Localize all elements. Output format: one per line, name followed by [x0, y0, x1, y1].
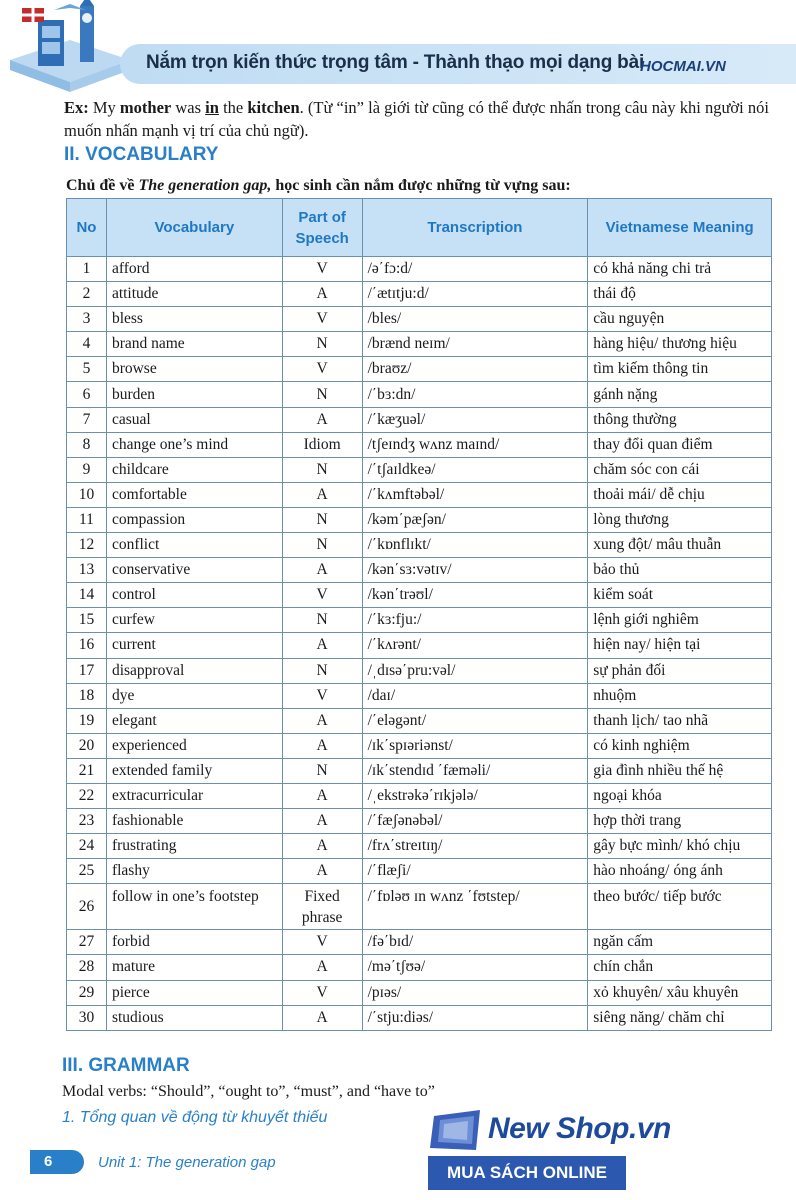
- row-number: 18: [67, 683, 107, 708]
- table-row: [67, 282, 772, 307]
- example-note: . (Từ “in” là giới từ cũng có thể được nhấn trong câu này khi người nói muốn nhấn mạnh vị trí của chủ ngữ).: [64, 98, 769, 140]
- row-part-of-speech: A: [282, 482, 362, 507]
- row-vocabulary: browse: [106, 357, 282, 382]
- row-transcription: /brænd neɪm/: [362, 332, 588, 357]
- row-part-of-speech: V: [282, 980, 362, 1005]
- row-part-of-speech: A: [282, 708, 362, 733]
- row-meaning: theo bước/ tiếp bước: [588, 884, 772, 930]
- row-meaning: bảo thủ: [588, 558, 772, 583]
- row-transcription: /daɪ/: [362, 683, 588, 708]
- row-meaning: gây bực mình/ khó chịu: [588, 834, 772, 859]
- row-part-of-speech: N: [282, 382, 362, 407]
- table-row: [67, 357, 772, 382]
- table-row: [67, 955, 772, 980]
- row-part-of-speech: V: [282, 683, 362, 708]
- row-transcription: /ɪk΄spɪəriənst/: [362, 733, 588, 758]
- row-meaning: hợp thời trang: [588, 809, 772, 834]
- row-part-of-speech: Idiom: [282, 432, 362, 457]
- row-number: 24: [67, 834, 107, 859]
- row-vocabulary: childcare: [106, 457, 282, 482]
- table-row: [67, 859, 772, 884]
- row-vocabulary: conservative: [106, 558, 282, 583]
- row-meaning: sự phản đối: [588, 658, 772, 683]
- table-row: [67, 332, 772, 357]
- row-vocabulary: disapproval: [106, 658, 282, 683]
- row-part-of-speech: V: [282, 307, 362, 332]
- row-transcription: /΄fæʃənəbəl/: [362, 809, 588, 834]
- row-transcription: /΄stju:diəs/: [362, 1005, 588, 1030]
- row-part-of-speech: A: [282, 558, 362, 583]
- header-transcription: Transcription: [362, 199, 588, 257]
- row-number: 22: [67, 783, 107, 808]
- row-number: 13: [67, 558, 107, 583]
- table-row: [67, 382, 772, 407]
- row-number: 26: [67, 884, 107, 930]
- row-vocabulary: control: [106, 583, 282, 608]
- row-meaning: có khả năng chi trả: [588, 257, 772, 282]
- row-part-of-speech: A: [282, 859, 362, 884]
- row-number: 28: [67, 955, 107, 980]
- row-meaning: nhuộm: [588, 683, 772, 708]
- row-part-of-speech: N: [282, 658, 362, 683]
- table-row: [67, 457, 772, 482]
- row-vocabulary: fashionable: [106, 809, 282, 834]
- row-transcription: /΄kʌmftəbəl/: [362, 482, 588, 507]
- row-meaning: xỏ khuyên/ xâu khuyên: [588, 980, 772, 1005]
- row-vocabulary: brand name: [106, 332, 282, 357]
- row-transcription: /ˌekstrəkə΄rɪkjələ/: [362, 783, 588, 808]
- row-transcription: /bles/: [362, 307, 588, 332]
- row-vocabulary: afford: [106, 257, 282, 282]
- row-number: 1: [67, 257, 107, 282]
- table-row: [67, 307, 772, 332]
- table-row: [67, 608, 772, 633]
- header-part-of-speech: [282, 199, 362, 257]
- row-meaning: chăm sóc con cái: [588, 457, 772, 482]
- table-row: [67, 533, 772, 558]
- row-number: 8: [67, 432, 107, 457]
- row-meaning: kiểm soát: [588, 583, 772, 608]
- row-part-of-speech: A: [282, 633, 362, 658]
- table-row: [67, 930, 772, 955]
- row-transcription: /΄kʌrənt/: [362, 633, 588, 658]
- table-row: [67, 658, 772, 683]
- row-part-of-speech: N: [282, 332, 362, 357]
- example-word-stressed: in: [205, 98, 219, 117]
- row-transcription: /΄eləgənt/: [362, 708, 588, 733]
- row-part-of-speech: N: [282, 533, 362, 558]
- table-row: [67, 809, 772, 834]
- grammar-section-title: III. GRAMMAR: [62, 1055, 190, 1076]
- row-number: 6: [67, 382, 107, 407]
- row-transcription: /tʃeɪndʒ wʌnz maɪnd/: [362, 432, 588, 457]
- row-meaning: hào nhoáng/ óng ánh: [588, 859, 772, 884]
- table-row: [67, 432, 772, 457]
- row-part-of-speech: V: [282, 357, 362, 382]
- header-no: No: [67, 199, 107, 257]
- row-number: 9: [67, 457, 107, 482]
- row-vocabulary: curfew: [106, 608, 282, 633]
- row-part-of-speech: A: [282, 282, 362, 307]
- intro-suffix: học sinh cần nắm được những từ vựng sau:: [271, 177, 571, 194]
- row-vocabulary: mature: [106, 955, 282, 980]
- row-vocabulary: follow in one’s footstep: [106, 884, 282, 930]
- row-meaning: cầu nguyện: [588, 307, 772, 332]
- row-meaning: ngoại khóa: [588, 783, 772, 808]
- row-meaning: lệnh giới nghiêm: [588, 608, 772, 633]
- row-vocabulary: elegant: [106, 708, 282, 733]
- shop-tagline: MUA SÁCH ONLINE: [447, 1163, 607, 1182]
- row-number: 17: [67, 658, 107, 683]
- row-part-of-speech: N: [282, 507, 362, 532]
- row-transcription: /fə΄bɪd/: [362, 930, 588, 955]
- row-meaning: thanh lịch/ tao nhã: [588, 708, 772, 733]
- row-number: 3: [67, 307, 107, 332]
- row-number: 7: [67, 407, 107, 432]
- row-vocabulary: studious: [106, 1005, 282, 1030]
- table-row: [67, 507, 772, 532]
- row-transcription: /braʊz/: [362, 357, 588, 382]
- row-number: 16: [67, 633, 107, 658]
- row-transcription: /΄tʃaɪldkeə/: [362, 457, 588, 482]
- row-transcription: /΄flæʃi/: [362, 859, 588, 884]
- table-row: [67, 633, 772, 658]
- row-part-of-speech: V: [282, 257, 362, 282]
- example-word-stressed: mother: [119, 98, 172, 117]
- row-meaning: xung đột/ mâu thuẫn: [588, 533, 772, 558]
- header-pos-line1: Part of: [298, 208, 346, 226]
- row-transcription: /΄ætɪtju:d/: [362, 282, 588, 307]
- row-transcription: /΄kæʒuəl/: [362, 407, 588, 432]
- row-vocabulary: experienced: [106, 733, 282, 758]
- row-number: 19: [67, 708, 107, 733]
- example-word: the: [223, 98, 244, 117]
- row-part-of-speech: A: [282, 809, 362, 834]
- page-number-tab: [30, 1150, 84, 1174]
- vocabulary-intro: [66, 177, 571, 195]
- row-part-of-speech: N: [282, 758, 362, 783]
- row-vocabulary: frustrating: [106, 834, 282, 859]
- newshop-logo-icon: [430, 1108, 484, 1152]
- header-title: Nắm trọn kiến thức trọng tâm - Thành thạo mọi dạng bài: [146, 52, 645, 73]
- row-vocabulary: dye: [106, 683, 282, 708]
- row-vocabulary: burden: [106, 382, 282, 407]
- row-number: 12: [67, 533, 107, 558]
- page-number: 6: [44, 1153, 53, 1170]
- row-part-of-speech: A: [282, 834, 362, 859]
- row-part-of-speech: A: [282, 955, 362, 980]
- row-vocabulary: extended family: [106, 758, 282, 783]
- row-part-of-speech: Fixed phrase: [282, 884, 362, 930]
- row-part-of-speech: V: [282, 930, 362, 955]
- row-meaning: hiện nay/ hiện tại: [588, 633, 772, 658]
- row-meaning: lòng thương: [588, 507, 772, 532]
- vocabulary-section-title: II. VOCABULARY: [64, 144, 219, 165]
- table-row: [67, 257, 772, 282]
- header-brand: HOCMAI.VN: [640, 58, 726, 75]
- example-paragraph: [64, 96, 784, 142]
- row-transcription: /ˌdɪsə΄pru:vəl/: [362, 658, 588, 683]
- row-transcription: /΄kɜ:fju:/: [362, 608, 588, 633]
- row-part-of-speech: N: [282, 608, 362, 633]
- row-transcription: /frʌ΄streɪtɪŋ/: [362, 834, 588, 859]
- row-number: 4: [67, 332, 107, 357]
- table-row: [67, 884, 772, 930]
- row-transcription: /kən΄sɜ:vətɪv/: [362, 558, 588, 583]
- row-meaning: hàng hiệu/ thương hiệu: [588, 332, 772, 357]
- row-number: 2: [67, 282, 107, 307]
- row-vocabulary: conflict: [106, 533, 282, 558]
- row-part-of-speech: A: [282, 783, 362, 808]
- row-meaning: chín chắn: [588, 955, 772, 980]
- row-vocabulary: attitude: [106, 282, 282, 307]
- modal-verbs-line: Modal verbs: “Should”, “ought to”, “must”, and “have to”: [62, 1083, 435, 1100]
- row-number: 27: [67, 930, 107, 955]
- row-number: 5: [67, 357, 107, 382]
- shop-name: New Shop.vn: [488, 1112, 671, 1145]
- unit-label: Unit 1: The generation gap: [98, 1154, 276, 1171]
- table-row: [67, 1005, 772, 1030]
- table-row: [67, 683, 772, 708]
- row-transcription: /pɪəs/: [362, 980, 588, 1005]
- row-vocabulary: flashy: [106, 859, 282, 884]
- row-number: 11: [67, 507, 107, 532]
- row-meaning: gánh nặng: [588, 382, 772, 407]
- example-prefix: Ex:: [64, 98, 89, 117]
- row-transcription: /ə΄fɔ:d/: [362, 257, 588, 282]
- row-meaning: siêng năng/ chăm chỉ: [588, 1005, 772, 1030]
- table-row: [67, 482, 772, 507]
- table-row: [67, 980, 772, 1005]
- row-part-of-speech: V: [282, 583, 362, 608]
- row-vocabulary: casual: [106, 407, 282, 432]
- row-number: 29: [67, 980, 107, 1005]
- vocabulary-table-body: [67, 257, 772, 1031]
- row-meaning: gia đình nhiều thế hệ: [588, 758, 772, 783]
- row-number: 23: [67, 809, 107, 834]
- row-part-of-speech: A: [282, 1005, 362, 1030]
- intro-prefix: Chủ đề về: [66, 177, 139, 194]
- row-transcription: /mə΄tʃʊə/: [362, 955, 588, 980]
- table-row: [67, 558, 772, 583]
- row-part-of-speech: A: [282, 733, 362, 758]
- row-meaning: thoải mái/ dễ chịu: [588, 482, 772, 507]
- intro-topic: The generation gap,: [138, 177, 272, 194]
- row-number: 15: [67, 608, 107, 633]
- table-header-row: [67, 199, 772, 257]
- grammar-subheading: 1. Tổng quan về động từ khuyết thiếu: [62, 1109, 328, 1126]
- table-row: [67, 708, 772, 733]
- header-pos-line2: Speech: [295, 229, 349, 247]
- row-meaning: có kinh nghiệm: [588, 733, 772, 758]
- row-transcription: /kən΄trəʊl/: [362, 583, 588, 608]
- row-transcription: /ɪk΄stendɪd ΄fæməli/: [362, 758, 588, 783]
- row-meaning: tìm kiếm thông tin: [588, 357, 772, 382]
- table-row: [67, 783, 772, 808]
- example-word: My: [92, 98, 116, 117]
- row-transcription: /΄fɒləʊ ɪn wʌnz ΄fʊtstep/: [362, 884, 588, 930]
- table-row: [67, 733, 772, 758]
- row-vocabulary: compassion: [106, 507, 282, 532]
- row-number: 10: [67, 482, 107, 507]
- row-vocabulary: current: [106, 633, 282, 658]
- row-vocabulary: forbid: [106, 930, 282, 955]
- table-row: [67, 834, 772, 859]
- row-transcription: /kəm΄pæʃən/: [362, 507, 588, 532]
- row-transcription: /΄kɒnflɪkt/: [362, 533, 588, 558]
- row-number: 20: [67, 733, 107, 758]
- row-number: 25: [67, 859, 107, 884]
- table-row: [67, 583, 772, 608]
- london-illustration-icon: [0, 0, 140, 92]
- example-word: was: [175, 98, 202, 117]
- row-number: 14: [67, 583, 107, 608]
- row-meaning: thay đổi quan điểm: [588, 432, 772, 457]
- example-word-stressed: kitchen: [247, 98, 300, 117]
- row-vocabulary: change one’s mind: [106, 432, 282, 457]
- row-number: 30: [67, 1005, 107, 1030]
- row-transcription: /΄bɜ:dn/: [362, 382, 588, 407]
- row-meaning: ngăn cấm: [588, 930, 772, 955]
- row-vocabulary: extracurricular: [106, 783, 282, 808]
- row-vocabulary: pierce: [106, 980, 282, 1005]
- row-meaning: thông thường: [588, 407, 772, 432]
- header-vocabulary: Vocabulary: [106, 199, 282, 257]
- row-vocabulary: comfortable: [106, 482, 282, 507]
- row-part-of-speech: N: [282, 457, 362, 482]
- row-meaning: thái độ: [588, 282, 772, 307]
- header-vietnamese-meaning: Vietnamese Meaning: [588, 199, 772, 257]
- row-vocabulary: bless: [106, 307, 282, 332]
- table-row: [67, 407, 772, 432]
- row-part-of-speech: A: [282, 407, 362, 432]
- table-row: [67, 758, 772, 783]
- row-number: 21: [67, 758, 107, 783]
- vocabulary-table: [66, 198, 772, 1031]
